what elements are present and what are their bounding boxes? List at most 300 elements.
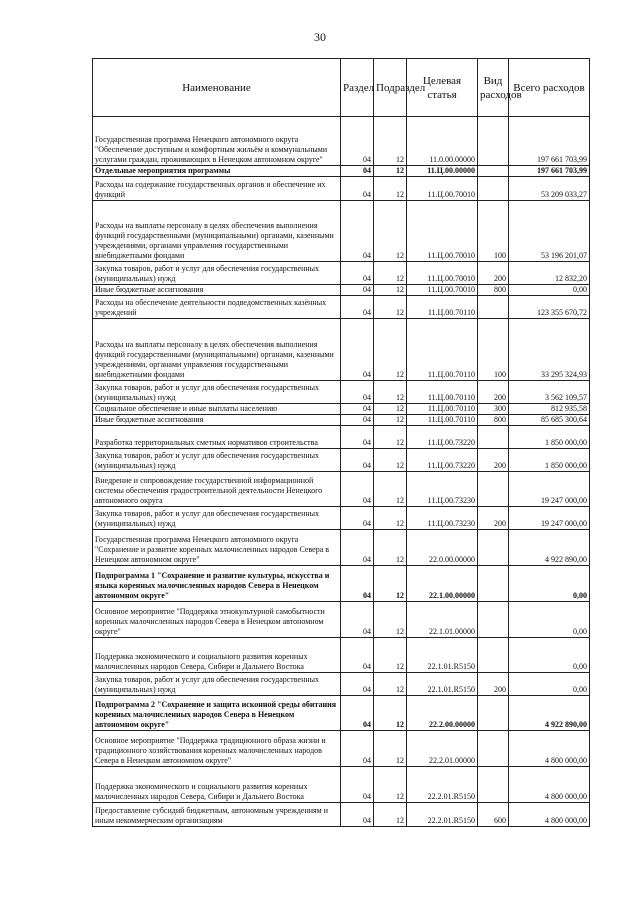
cell-subsection-text: 12 [396, 756, 404, 765]
cell-name-text: Поддержка экономического и социального развития коренных малочисленных народов Севера, Сибири и Дальнего Востока [95, 652, 308, 671]
header-total: Всего расходов [509, 59, 590, 117]
header-name: Наименование [93, 59, 341, 117]
cell-name-text: Поддержка экономического и социального развития коренных малочисленных народов Севера, Сибири и Дальнего Востока [95, 782, 308, 801]
cell-total-text: 19 247 000,00 [541, 496, 587, 505]
cell-total [509, 404, 590, 415]
cell-target-text: 11.Ц.00.70110 [427, 370, 475, 379]
cell-subsection [374, 449, 407, 472]
page-number: 30 [314, 30, 326, 44]
cell-section [341, 319, 374, 381]
cell-total [509, 472, 590, 507]
cell-target-text: 11.Ц.00.70010 [427, 285, 475, 294]
cell-name [93, 117, 341, 166]
cell-section-text: 04 [363, 393, 371, 402]
cell-subsection [374, 426, 407, 449]
cell-section [341, 117, 374, 166]
cell-section-text: 04 [363, 496, 371, 505]
cell-total [509, 285, 590, 296]
cell-total-text: 0,00 [573, 285, 587, 294]
cell-total [509, 415, 590, 426]
cell-subsection-text: 12 [396, 166, 404, 175]
cell-target-text: 22.1.00.00000 [429, 591, 475, 600]
cell-target-text: 11.0.00.00000 [429, 155, 475, 164]
cell-name-text: Основное мероприятие "Поддержка традиционного образа жизни и традиционного хозяйствования коренных малочисленных народов Севера в Ненецком автономном округе" [95, 736, 326, 765]
cell-target-text: 22.2.01.R5150 [427, 816, 475, 825]
table-row [93, 449, 590, 472]
cell-name-text: Расходы на содержание государственных органов и обеспечение их функций [95, 180, 326, 199]
table-row [93, 404, 590, 415]
cell-total [509, 696, 590, 731]
cell-subsection-text: 12 [396, 190, 404, 199]
cell-name-text: Предоставление субсидий бюджетным, автономным учреждениям и иным некоммерческим организациям [95, 806, 329, 825]
cell-target [407, 381, 478, 404]
cell-expense-type [478, 673, 509, 696]
cell-subsection [374, 201, 407, 262]
cell-name [93, 381, 341, 404]
cell-total-text: 0,00 [573, 662, 587, 671]
cell-total-text: 33 295 324,93 [541, 370, 587, 379]
cell-name-text: Расходы на выплаты персоналу в целях обеспечения выполнения функций государственными (муниципальными) органами, казенными учреждениями, органами управления государственными внебюджетными фондами [95, 340, 334, 379]
cell-total-text: 197 661 703,99 [537, 166, 587, 175]
cell-subsection-text: 12 [396, 720, 404, 729]
cell-expense-type [478, 449, 509, 472]
cell-expense-type-text: 100 [494, 251, 506, 260]
cell-subsection-text: 12 [396, 496, 404, 505]
cell-name [93, 507, 341, 530]
cell-total-text: 0,00 [573, 627, 587, 636]
cell-expense-type-text: 800 [494, 285, 506, 294]
cell-name [93, 472, 341, 507]
cell-total-text: 0,00 [573, 591, 587, 600]
cell-section [341, 530, 374, 566]
cell-name [93, 673, 341, 696]
cell-subsection [374, 803, 407, 827]
cell-total [509, 530, 590, 566]
cell-section [341, 415, 374, 426]
cell-target [407, 426, 478, 449]
cell-total-text: 53 209 033,27 [541, 190, 587, 199]
cell-name-text: Отдельные мероприятия программы [95, 166, 231, 175]
cell-subsection-text: 12 [396, 627, 404, 636]
cell-name-text: Подпрограмма 1 "Сохранение и развитие культуры, искусства и языка коренных малочисленных народов Севера в Ненецком автономном округе" [95, 571, 330, 600]
cell-name [93, 803, 341, 827]
cell-total-text: 53 196 201,07 [541, 251, 587, 260]
cell-section-text: 04 [363, 438, 371, 447]
cell-section [341, 673, 374, 696]
cell-subsection [374, 177, 407, 201]
cell-target-text: 22.1.01.R5150 [427, 662, 475, 671]
cell-target [407, 166, 478, 177]
cell-expense-type [478, 638, 509, 673]
cell-target-text: 11.Ц.00.70110 [427, 404, 475, 413]
cell-expense-type [478, 507, 509, 530]
cell-target-text: 11.Ц.00.70010 [427, 190, 475, 199]
cell-total [509, 767, 590, 803]
cell-subsection [374, 117, 407, 166]
cell-section [341, 426, 374, 449]
cell-subsection [374, 415, 407, 426]
cell-name-text: Закупка товаров, работ и услуг для обеспечения государственных (муниципальных) нужд [95, 383, 320, 402]
cell-total [509, 201, 590, 262]
cell-name [93, 426, 341, 449]
cell-name-text: Закупка товаров, работ и услуг для обеспечения государственных (муниципальных) нужд [95, 675, 320, 694]
cell-name-text: Расходы на обеспечение деятельности подведомственных казённых учреждений [95, 298, 327, 317]
cell-total-text: 4 800 000,00 [545, 756, 587, 765]
cell-total [509, 673, 590, 696]
cell-target-text: 11.Ц.00.70110 [427, 308, 475, 317]
cell-subsection [374, 602, 407, 638]
table-row [93, 507, 590, 530]
cell-target-text: 11.Ц.00.70010 [427, 274, 475, 283]
cell-expense-type [478, 404, 509, 415]
cell-total-text: 812 935,58 [551, 404, 587, 413]
cell-total [509, 803, 590, 827]
cell-target [407, 415, 478, 426]
cell-total-text: 85 685 300,64 [541, 415, 587, 424]
cell-section [341, 262, 374, 285]
table-row [93, 673, 590, 696]
cell-total [509, 638, 590, 673]
cell-total-text: 4 922 890,00 [545, 720, 587, 729]
cell-subsection-text: 12 [396, 393, 404, 402]
table-row [93, 262, 590, 285]
cell-section-text: 04 [363, 155, 371, 164]
header-subsection: Подраздел [374, 59, 407, 117]
cell-total-text: 123 355 670,72 [537, 308, 587, 317]
table-body [93, 117, 590, 827]
cell-target-text: 11.Ц.00.00000 [427, 166, 475, 175]
cell-total-text: 1 850 000,00 [545, 461, 587, 470]
header-target: Целевая статья [407, 59, 478, 117]
cell-name [93, 566, 341, 602]
cell-section-text: 04 [363, 166, 371, 175]
cell-section-text: 04 [363, 662, 371, 671]
cell-subsection [374, 767, 407, 803]
cell-section-text: 04 [363, 415, 371, 424]
cell-target [407, 201, 478, 262]
cell-section [341, 803, 374, 827]
cell-expense-type [478, 319, 509, 381]
cell-name-text: Закупка товаров, работ и услуг для обеспечения государственных (муниципальных) нужд [95, 509, 320, 528]
cell-subsection [374, 696, 407, 731]
table-row [93, 602, 590, 638]
table-header-row [93, 59, 590, 117]
cell-target [407, 767, 478, 803]
cell-section-text: 04 [363, 370, 371, 379]
table-row [93, 177, 590, 201]
cell-subsection [374, 262, 407, 285]
cell-total [509, 731, 590, 767]
cell-target [407, 507, 478, 530]
cell-expense-type-text: 800 [494, 415, 506, 424]
table-row [93, 566, 590, 602]
cell-target-text: 22.2.00.00000 [429, 720, 475, 729]
cell-subsection [374, 166, 407, 177]
cell-section [341, 177, 374, 201]
cell-subsection [374, 296, 407, 319]
cell-subsection-text: 12 [396, 404, 404, 413]
cell-name [93, 696, 341, 731]
cell-target [407, 296, 478, 319]
header-expense-type: Вид расходов [478, 59, 509, 117]
cell-total-text: 3 562 109,57 [545, 393, 587, 402]
cell-total-text: 4 800 000,00 [545, 792, 587, 801]
cell-target [407, 530, 478, 566]
cell-section-text: 04 [363, 792, 371, 801]
cell-total [509, 381, 590, 404]
cell-subsection-text: 12 [396, 519, 404, 528]
cell-section [341, 507, 374, 530]
cell-target [407, 731, 478, 767]
cell-expense-type-text: 200 [494, 519, 506, 528]
cell-section [341, 296, 374, 319]
cell-name-text: Основное мероприятие "Поддержка этнокультурной самобытности коренных малочисленных народов Севера в Ненецком автономном округе" [95, 607, 325, 636]
header-section: Раздел [341, 59, 374, 117]
cell-section [341, 404, 374, 415]
cell-name [93, 319, 341, 381]
cell-section-text: 04 [363, 555, 371, 564]
cell-section-text: 04 [363, 461, 371, 470]
table-row [93, 638, 590, 673]
cell-section-text: 04 [363, 519, 371, 528]
cell-section [341, 566, 374, 602]
cell-name-text: Разработка территориальных сметных нормативов строительства [95, 438, 318, 447]
cell-name-text: Государственная программа Ненецкого автономного округа "Обеспечение доступным и комфортным жильём и коммунальными услугами граждан, проживающих в Ненецком автономном округе" [95, 135, 328, 164]
cell-expense-type [478, 803, 509, 827]
cell-subsection [374, 566, 407, 602]
cell-subsection-text: 12 [396, 461, 404, 470]
cell-subsection [374, 673, 407, 696]
cell-target-text: 22.2.01.00000 [429, 756, 475, 765]
cell-subsection-text: 12 [396, 591, 404, 600]
cell-expense-type [478, 696, 509, 731]
cell-total [509, 319, 590, 381]
cell-name-text: Закупка товаров, работ и услуг для обеспечения государственных (муниципальных) нужд [95, 451, 320, 470]
cell-total-text: 4 922 890,00 [545, 555, 587, 564]
cell-name [93, 296, 341, 319]
cell-expense-type [478, 767, 509, 803]
cell-section-text: 04 [363, 591, 371, 600]
cell-subsection [374, 638, 407, 673]
cell-target-text: 11.Ц.00.73220 [427, 438, 475, 447]
cell-section [341, 381, 374, 404]
cell-target [407, 404, 478, 415]
cell-subsection [374, 530, 407, 566]
cell-target [407, 803, 478, 827]
cell-subsection-text: 12 [396, 251, 404, 260]
table-row [93, 696, 590, 731]
cell-target [407, 177, 478, 201]
cell-name-text: Подпрограмма 2 "Сохранение и защита исконной среды обитания коренных малочисленных народов Севера в Ненецком автономном округе" [95, 700, 337, 729]
cell-target-text: 11.Ц.00.70110 [427, 393, 475, 402]
cell-subsection-text: 12 [396, 792, 404, 801]
cell-section [341, 449, 374, 472]
table-row [93, 415, 590, 426]
cell-expense-type [478, 426, 509, 449]
cell-expense-type-text: 200 [494, 685, 506, 694]
cell-section-text: 04 [363, 685, 371, 694]
cell-subsection [374, 404, 407, 415]
cell-expense-type-text: 200 [494, 393, 506, 402]
cell-name [93, 285, 341, 296]
table-row [93, 166, 590, 177]
cell-target-text: 11.Ц.00.73230 [427, 519, 475, 528]
cell-total [509, 507, 590, 530]
cell-name [93, 602, 341, 638]
cell-section [341, 472, 374, 507]
cell-section [341, 166, 374, 177]
cell-subsection [374, 472, 407, 507]
budget-table [92, 58, 590, 827]
cell-target [407, 262, 478, 285]
cell-expense-type-text: 300 [494, 404, 506, 413]
cell-section [341, 201, 374, 262]
cell-target-text: 11.Ц.00.73220 [427, 461, 475, 470]
cell-subsection-text: 12 [396, 816, 404, 825]
cell-expense-type [478, 201, 509, 262]
table-row [93, 472, 590, 507]
table-row [93, 201, 590, 262]
cell-target [407, 285, 478, 296]
cell-total-text: 12 832,20 [555, 274, 587, 283]
cell-section-text: 04 [363, 756, 371, 765]
cell-expense-type-text: 600 [494, 816, 506, 825]
table-row [93, 381, 590, 404]
cell-target-text: 11.Ц.00.73230 [427, 496, 475, 505]
cell-subsection-text: 12 [396, 438, 404, 447]
cell-expense-type [478, 566, 509, 602]
cell-expense-type [478, 296, 509, 319]
cell-target [407, 472, 478, 507]
cell-section-text: 04 [363, 816, 371, 825]
cell-total [509, 117, 590, 166]
cell-subsection-text: 12 [396, 662, 404, 671]
cell-total-text: 197 661 703,99 [537, 155, 587, 164]
table-row [93, 803, 590, 827]
cell-total-text: 0,00 [573, 685, 587, 694]
cell-target [407, 117, 478, 166]
cell-expense-type [478, 731, 509, 767]
cell-section [341, 602, 374, 638]
cell-target-text: 22.0.00.00000 [429, 555, 475, 564]
cell-section-text: 04 [363, 190, 371, 199]
cell-name [93, 166, 341, 177]
cell-section [341, 696, 374, 731]
cell-name [93, 449, 341, 472]
cell-expense-type [478, 177, 509, 201]
cell-target-text: 11.Ц.00.70010 [427, 251, 475, 260]
cell-section [341, 731, 374, 767]
cell-total [509, 449, 590, 472]
cell-subsection-text: 12 [396, 555, 404, 564]
cell-total [509, 426, 590, 449]
table-row [93, 117, 590, 166]
cell-target [407, 602, 478, 638]
cell-total-text: 19 247 000,00 [541, 519, 587, 528]
table-row [93, 731, 590, 767]
cell-expense-type-text: 200 [494, 274, 506, 283]
cell-name [93, 731, 341, 767]
table-row [93, 296, 590, 319]
cell-target [407, 696, 478, 731]
cell-name-text: Внедрение и сопровождение государственной информационной системы обеспечения градостроительной деятельности Ненецкого автономного округа [95, 476, 323, 505]
cell-expense-type-text: 200 [494, 461, 506, 470]
table-row [93, 530, 590, 566]
cell-target [407, 566, 478, 602]
cell-total [509, 296, 590, 319]
cell-name-text: Социальное обеспечение и иные выплаты населению [95, 404, 278, 413]
cell-name-text: Иные бюджетные ассигнования [95, 415, 204, 424]
cell-total [509, 166, 590, 177]
cell-section [341, 285, 374, 296]
cell-target [407, 638, 478, 673]
cell-subsection-text: 12 [396, 308, 404, 317]
cell-target-text: 22.1.01.00000 [429, 627, 475, 636]
cell-expense-type [478, 602, 509, 638]
cell-subsection-text: 12 [396, 370, 404, 379]
cell-total-text: 1 850 000,00 [545, 438, 587, 447]
cell-target [407, 673, 478, 696]
cell-name-text: Закупка товаров, работ и услуг для обеспечения государственных (муниципальных) нужд [95, 264, 320, 283]
cell-section-text: 04 [363, 285, 371, 294]
cell-expense-type-text: 100 [494, 370, 506, 379]
cell-name [93, 530, 341, 566]
cell-expense-type [478, 530, 509, 566]
cell-subsection [374, 381, 407, 404]
cell-total [509, 177, 590, 201]
cell-name [93, 404, 341, 415]
table-row [93, 767, 590, 803]
cell-subsection-text: 12 [396, 274, 404, 283]
cell-expense-type [478, 415, 509, 426]
table-row [93, 285, 590, 296]
cell-target-text: 11.Ц.00.70110 [427, 415, 475, 424]
cell-expense-type [478, 166, 509, 177]
table-row [93, 426, 590, 449]
table-row [93, 319, 590, 381]
cell-section [341, 638, 374, 673]
cell-subsection [374, 731, 407, 767]
cell-name-text: Государственная программа Ненецкого автономного округа "Сохранение и развитие коренных малочисленных народов Севера в Ненецком автономном округе" [95, 535, 330, 564]
cell-name [93, 415, 341, 426]
cell-section-text: 04 [363, 274, 371, 283]
cell-subsection-text: 12 [396, 415, 404, 424]
cell-name [93, 177, 341, 201]
cell-expense-type [478, 472, 509, 507]
cell-subsection [374, 285, 407, 296]
cell-name [93, 201, 341, 262]
cell-name [93, 262, 341, 285]
cell-expense-type [478, 381, 509, 404]
cell-subsection-text: 12 [396, 155, 404, 164]
cell-total [509, 602, 590, 638]
cell-total [509, 262, 590, 285]
cell-name-text: Иные бюджетные ассигнования [95, 285, 204, 294]
cell-expense-type [478, 285, 509, 296]
cell-total-text: 4 800 000,00 [545, 816, 587, 825]
cell-section-text: 04 [363, 720, 371, 729]
cell-target [407, 449, 478, 472]
cell-section-text: 04 [363, 627, 371, 636]
cell-subsection [374, 319, 407, 381]
cell-subsection [374, 507, 407, 530]
cell-name-text: Расходы на выплаты персоналу в целях обеспечения выполнения функций государственными (муниципальными) органами, казенными учреждениями, органами управления государственными внебюджетными фондами [95, 221, 334, 260]
cell-expense-type [478, 117, 509, 166]
cell-target-text: 22.2.01.R5150 [427, 792, 475, 801]
cell-target-text: 22.1.01.R5150 [427, 685, 475, 694]
cell-expense-type [478, 262, 509, 285]
cell-name [93, 638, 341, 673]
